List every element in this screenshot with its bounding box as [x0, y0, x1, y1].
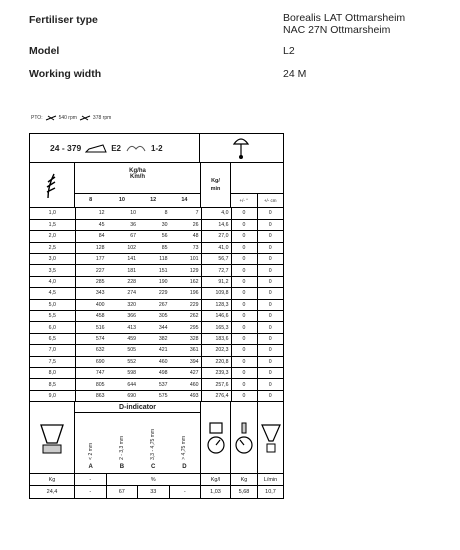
d-letter-a: A [88, 464, 93, 471]
table-cell: 0 [257, 242, 283, 253]
table-cell: 6,5 [30, 333, 75, 344]
table-cell: 0 [231, 379, 257, 390]
table-cell: 320 [107, 299, 139, 310]
disc-code: E2 [111, 143, 121, 153]
density-icon [201, 402, 231, 473]
spread-pattern-icon [30, 163, 75, 207]
working-width-label: Working width [29, 68, 102, 80]
table-cell: 101 [170, 254, 202, 265]
table-cell: 228 [107, 276, 139, 287]
unit-dash: - [75, 474, 107, 485]
table-cell: 276,4 [201, 390, 231, 401]
value-d: - [170, 486, 202, 498]
table-cell: 0 [257, 299, 283, 310]
pto-line [31, 114, 111, 122]
table-cell: 361 [170, 345, 202, 356]
d-col-a [75, 413, 106, 473]
table-cell: 0 [257, 379, 283, 390]
pto-prefix: PTO: [31, 115, 43, 121]
table-cell: 10 [107, 208, 139, 219]
table-cell: 229 [170, 299, 202, 310]
value-kg-hopper: 24,4 [30, 486, 75, 498]
table-cell: 0 [257, 345, 283, 356]
d-range-c: 3,3 - 4,75 mm [150, 429, 157, 461]
table-cell: 3,0 [30, 254, 75, 265]
table-row [30, 356, 283, 367]
table-cell: 328 [170, 333, 202, 344]
table-cell: 0 [231, 356, 257, 367]
table-cell: 493 [170, 390, 202, 401]
table-row [30, 219, 283, 230]
table-cell: 0 [257, 390, 283, 401]
d-col-c [138, 413, 169, 473]
table-cell: 128 [75, 242, 107, 253]
table-cell: 575 [138, 390, 170, 401]
speed-14: 14 [181, 197, 188, 203]
table-cell: 537 [138, 379, 170, 390]
table-cell: 0 [231, 299, 257, 310]
table-cell: 183,6 [201, 333, 231, 344]
unit-lmin: L/min [263, 477, 278, 484]
table-cell: 27,0 [201, 231, 231, 242]
hopper-icon [30, 402, 75, 473]
table-cell: 0 [257, 231, 283, 242]
table-cell: 190 [138, 276, 170, 287]
d-letter-d: D [182, 464, 187, 471]
table-cell: 0 [231, 390, 257, 401]
table-cell: 505 [107, 345, 139, 356]
table-cell: 1,5 [30, 219, 75, 230]
table-cell: 0 [231, 242, 257, 253]
table-cell: 0 [257, 219, 283, 230]
table-cell: 5,0 [30, 299, 75, 310]
table-cell: 295 [170, 322, 202, 333]
table-cell: 67 [107, 231, 139, 242]
table-row [30, 208, 283, 219]
table-cell: 48 [170, 231, 202, 242]
table-cell: 0 [257, 288, 283, 299]
table-cell: 229 [138, 288, 170, 299]
table-cell: 690 [75, 356, 107, 367]
setting-cell [30, 134, 200, 162]
table-cell: 747 [75, 367, 107, 378]
table-cell: 459 [107, 333, 139, 344]
table-row [30, 390, 283, 401]
speed-10: 10 [118, 197, 125, 203]
units-row [30, 474, 283, 486]
table-cell: 118 [138, 254, 170, 265]
kgmin-header [201, 163, 231, 207]
table-row [30, 265, 283, 276]
table-row [30, 311, 283, 322]
table-cell: 12 [75, 208, 107, 219]
table-cell: 0 [257, 322, 283, 333]
table-cell: 56,7 [201, 254, 231, 265]
table-cell: 7,5 [30, 356, 75, 367]
table-cell: 460 [138, 356, 170, 367]
table-cell: 5,5 [30, 311, 75, 322]
table-cell: 8 [138, 208, 170, 219]
rate-header [75, 163, 201, 207]
table-cell: 0 [231, 208, 257, 219]
table-cell: 0 [257, 276, 283, 287]
table-cell: 8,0 [30, 367, 75, 378]
table-cell: 36 [107, 219, 139, 230]
fertiliser-type-value-line2: NAC 27N Ottmarsheim [283, 24, 391, 36]
table-cell: 267 [138, 299, 170, 310]
table-row [30, 299, 283, 310]
table-cell: 3,5 [30, 265, 75, 276]
table-cell: 227 [75, 265, 107, 276]
table-cell: 56 [138, 231, 170, 242]
table-cell: 458 [75, 311, 107, 322]
table-cell: 151 [138, 265, 170, 276]
table-cell: 4,0 [30, 276, 75, 287]
speed-8: 8 [89, 197, 93, 203]
table-cell: 1,0 [30, 208, 75, 219]
adj-degree-label: +/- ° [231, 194, 258, 207]
table-cell: 0 [257, 254, 283, 265]
table-cell: 220,8 [201, 356, 231, 367]
unit-kg: Kg [231, 474, 258, 485]
table-cell: 805 [75, 379, 107, 390]
table-row [30, 254, 283, 265]
scale-icon [231, 402, 258, 473]
table-cell: 0 [231, 276, 257, 287]
model-label: Model [29, 45, 60, 57]
table-cell: 146,6 [201, 311, 231, 322]
table-cell: 0 [231, 333, 257, 344]
table-cell: 141 [107, 254, 139, 265]
disc-icon [85, 143, 107, 153]
table-cell: 690 [107, 390, 139, 401]
table-cell: 0 [231, 219, 257, 230]
rate-unit: Kg/ha [129, 168, 146, 174]
table-cell: 344 [138, 322, 170, 333]
fertiliser-type-value-line1: Borealis LAT Ottmarsheim [283, 12, 406, 24]
table-cell: 6,0 [30, 322, 75, 333]
table-cell: 516 [75, 322, 107, 333]
table-cell: 73 [170, 242, 202, 253]
table-cell: 4,5 [30, 288, 75, 299]
tractor-540-icon [45, 114, 57, 122]
table-cell: 0 [231, 367, 257, 378]
table-cell: 165,3 [201, 322, 231, 333]
setting-bar [30, 134, 283, 163]
table-cell: 394 [170, 356, 202, 367]
table-cell: 4,0 [201, 208, 231, 219]
d-range-b: 2 - 3,3 mm [118, 436, 125, 461]
table-cell: 102 [107, 242, 139, 253]
table-cell: 366 [107, 311, 139, 322]
table-cell: 196 [170, 288, 202, 299]
table-cell: 84 [75, 231, 107, 242]
table-cell: 26 [170, 219, 202, 230]
working-width-value: 24 M [283, 68, 307, 80]
table-cell: 72,7 [201, 265, 231, 276]
table-cell: 644 [107, 379, 139, 390]
data-table [30, 208, 283, 402]
table-cell: 91,2 [201, 276, 231, 287]
table-cell: 0 [231, 265, 257, 276]
table-cell: 285 [75, 276, 107, 287]
table-cell: 400 [75, 299, 107, 310]
tractor-378-icon [79, 114, 91, 122]
table-cell: 305 [138, 311, 170, 322]
bottom-block [30, 402, 283, 474]
table-cell: 7 [170, 208, 202, 219]
value-c: 33 [138, 486, 170, 498]
table-cell: 0 [257, 311, 283, 322]
table-cell: 0 [257, 367, 283, 378]
table-cell: 0 [257, 333, 283, 344]
model-value: L2 [283, 45, 295, 57]
table-cell: 598 [107, 367, 139, 378]
table-cell: 181 [107, 265, 139, 276]
table-cell: 85 [138, 242, 170, 253]
table-cell: 0 [231, 322, 257, 333]
table-row [30, 379, 283, 390]
d-letter-b: B [119, 464, 125, 471]
table-cell: 41,0 [201, 242, 231, 253]
table-cell: 413 [107, 322, 139, 333]
table-cell: 2,0 [30, 231, 75, 242]
unit-kg-hopper: Kg [30, 474, 75, 485]
table-cell: 109,8 [201, 288, 231, 299]
table-row [30, 288, 283, 299]
d-letter-c: C [150, 464, 156, 471]
fertiliser-type-label: Fertiliser type [29, 14, 98, 26]
table-cell: 7,0 [30, 345, 75, 356]
table-row [30, 322, 283, 333]
table-cell: 0 [231, 288, 257, 299]
table-row [30, 242, 283, 253]
adjust-header [231, 163, 283, 207]
table-cell: 8,5 [30, 379, 75, 390]
spreader-icon [200, 134, 284, 162]
table-cell: 2,5 [30, 242, 75, 253]
table-row [30, 276, 283, 287]
table-row [30, 345, 283, 356]
vane-icon [125, 141, 147, 155]
d-range-d: > 4,75 mm [181, 436, 188, 461]
speed-unit: Km/h [130, 174, 145, 180]
d-col-b [106, 413, 137, 473]
unit-percent: % [107, 474, 202, 485]
table-cell: 0 [257, 265, 283, 276]
table-cell: 202,3 [201, 345, 231, 356]
table-cell: 30 [138, 219, 170, 230]
table-row [30, 231, 283, 242]
table-cell: 632 [75, 345, 107, 356]
value-kgl: 1,03 [201, 486, 231, 498]
table-cell: 427 [170, 367, 202, 378]
values-row [30, 486, 283, 498]
table-cell: 14,6 [201, 219, 231, 230]
table-cell: 574 [75, 333, 107, 344]
kgmin-line2: min [210, 186, 221, 192]
table-cell: 498 [138, 367, 170, 378]
unit-kgl: Kg/l [201, 474, 231, 485]
value-b: 67 [107, 486, 139, 498]
table-row [30, 367, 283, 378]
d-col-d [169, 413, 200, 473]
d-range-a: < 2 mm [87, 443, 94, 461]
table-cell: 257,6 [201, 379, 231, 390]
table-cell: 239,3 [201, 367, 231, 378]
value-lmin: 10,7 [265, 489, 276, 496]
table-cell: 274 [107, 288, 139, 299]
table-cell: 0 [231, 254, 257, 265]
value-a: - [75, 486, 107, 498]
table-cell: 460 [170, 379, 202, 390]
vane-setting: 1-2 [151, 143, 163, 153]
pto-rpm-540: 540 rpm [58, 115, 77, 121]
d-indicator-title: D-indicator [75, 402, 200, 413]
spread-table [29, 133, 284, 499]
kgmin-line1: Kg/ [211, 178, 220, 184]
table-cell: 128,3 [201, 299, 231, 310]
table-cell: 0 [231, 311, 257, 322]
pto-rpm-378: 378 rpm [92, 115, 112, 121]
table-cell: 863 [75, 390, 107, 401]
flow-icon [258, 402, 283, 473]
table-cell: 343 [75, 288, 107, 299]
table-cell: 0 [231, 345, 257, 356]
table-cell: 421 [138, 345, 170, 356]
table-cell: 129 [170, 265, 202, 276]
speed-12: 12 [150, 197, 157, 203]
setting-range: 24 - 379 [50, 143, 82, 153]
value-kg: 5,68 [231, 486, 258, 498]
table-cell: 262 [170, 311, 202, 322]
table-row [30, 333, 283, 344]
table-cell: 382 [138, 333, 170, 344]
adj-cm-label: +/- cm [263, 198, 277, 203]
table-cell: 552 [107, 356, 139, 367]
table-cell: 0 [231, 231, 257, 242]
table-cell: 0 [257, 208, 283, 219]
table-cell: 177 [75, 254, 107, 265]
table-header [30, 163, 283, 208]
table-cell: 45 [75, 219, 107, 230]
table-cell: 9,0 [30, 390, 75, 401]
d-indicator [75, 402, 201, 473]
table-cell: 0 [257, 356, 283, 367]
table-cell: 162 [170, 276, 202, 287]
